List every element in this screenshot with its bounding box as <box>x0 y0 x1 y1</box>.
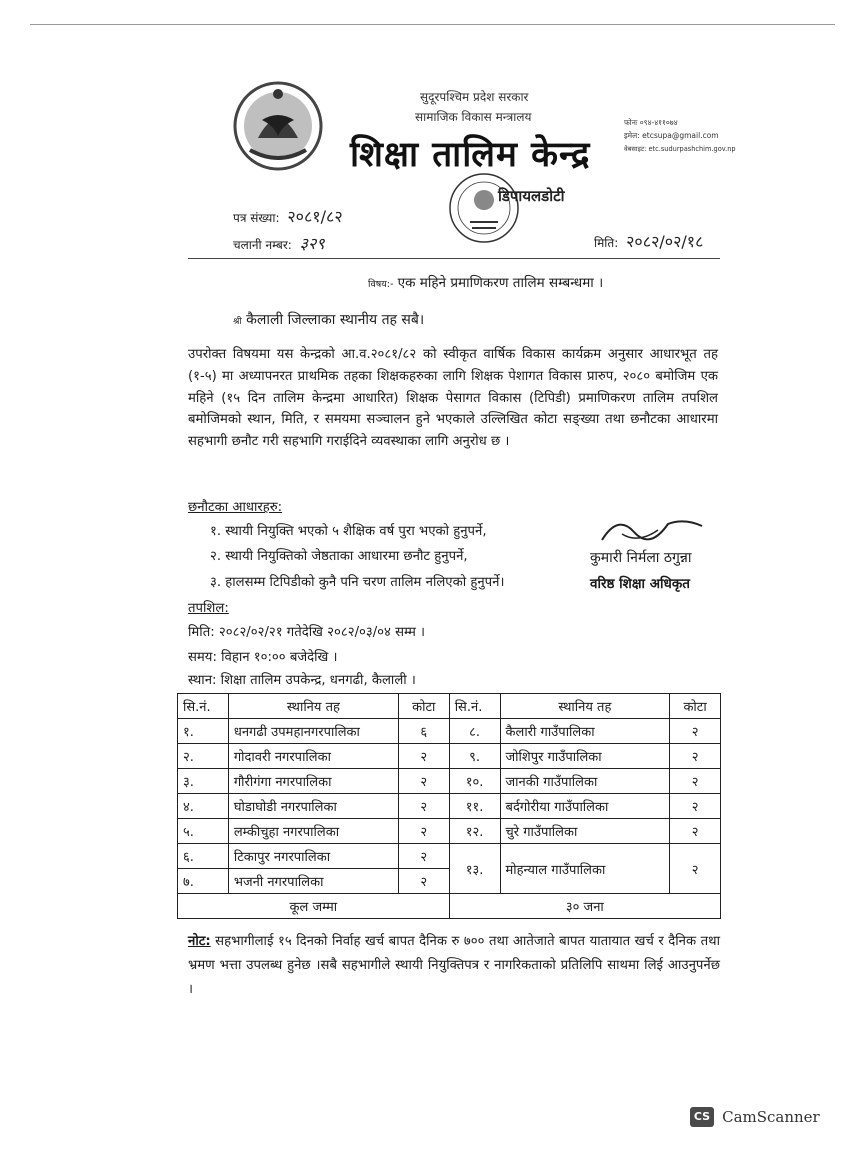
total-label-cell: कूल जम्मा <box>178 894 450 919</box>
local-level-cell: जोशिपुर गाउँपालिका <box>500 744 670 769</box>
contact-website: वेबसाइट: etc.sudurpashchim.gov.np <box>624 145 736 153</box>
quota-cell: २ <box>670 719 721 744</box>
serial-cell: ३. <box>178 769 229 794</box>
letter-date-value: २०८२/०२/१८ <box>626 232 704 251</box>
government-name: सुदूरपश्चिम प्रदेश सरकार <box>420 90 529 104</box>
serial-cell: ८. <box>449 719 500 744</box>
criteria-item: २. स्थायी नियुक्तिको जेष्ठताका आधारमा छनौट हुनुपर्ने, <box>210 549 468 564</box>
subject-text: एक महिने प्रमाणिकरण तालिम सम्बन्धमा । <box>397 275 604 291</box>
letter-date <box>594 230 703 252</box>
local-level-cell: भजनी नगरपालिका <box>228 869 398 894</box>
local-level-cell: गौरीगंगा नगरपालिका <box>228 769 398 794</box>
office-seal-stamp <box>440 170 528 246</box>
quota-cell: २ <box>670 819 721 844</box>
camscanner-text: CamScanner <box>722 1107 820 1126</box>
schedule-place: स्थान: शिक्षा तालिम उपकेन्द्र, धनगढी, कैलाली । <box>188 673 416 688</box>
table-row <box>178 719 721 744</box>
table-header-row <box>178 694 721 719</box>
serial-cell: ४. <box>178 794 229 819</box>
table-row <box>178 844 721 869</box>
note-text: सहभागीलाई १५ दिनको निर्वाह खर्च बापत दैनिक रु ७०० तथा आतेजाते बापत यातायात खर्च र दैनिक तथा भ्रमण भत्ता उपलब्ध हुनेछ ।सबै सहभागीले स्थायी नियुक्तिपत्र र नागरिकताको प्रतिलिपि साथमा लिई आउनुपर्नेछ । <box>188 934 720 997</box>
local-level-cell: बर्दगोरीया गाउँपालिका <box>500 794 670 819</box>
column-header: कोटा <box>398 694 449 719</box>
local-level-cell: लम्कीचुहा नगरपालिका <box>228 819 398 844</box>
body-paragraph: उपरोक्त विषयमा यस केन्द्रको आ.व.२०८१/८२ को स्वीकृत वार्षिक विकास कार्यक्रम अनुसार आधारभूत तह (१-५) मा अध्यापनरत प्राथमिक तहका शिक्षकहरुका लागि शिक्षक पेशागत विकास प्रारुप, २०८० बमोजिम एक महिने (१५ दिन तालिम केन्द्रमा आधारित) शिक्षक पेसागत विकास (टिपिडी) प्रमाणिकरण तालिम तपशिल बमोजिमको स्थान, मिति, र समयमा सञ्चालन हुने भएकाले उल्लिखित कोटा सङ्ख्या तथा छनौटका आधारमा सहभागी छनौट गरी सहभागि गराईदिने व्यवस्थाका लागि अनुरोध छ । <box>188 347 718 450</box>
quota-cell: २ <box>398 869 449 894</box>
letter-number-label: पत्र संख्या: <box>233 211 280 225</box>
note-paragraph <box>188 930 720 1002</box>
local-level-cell: गोदावरी नगरपालिका <box>228 744 398 769</box>
contact-email: इमेल: etcsupa@gmail.com <box>624 131 719 140</box>
serial-cell: १०. <box>449 769 500 794</box>
local-level-cell: कैलारी गाउँपालिका <box>500 719 670 744</box>
column-header: स्थानिय तह <box>228 694 398 719</box>
contact-phone: फोनः ०९४-४११०७४ <box>624 118 678 127</box>
dispatch-number-value: ३२९ <box>299 234 325 253</box>
quota-table <box>177 693 721 919</box>
serial-cell: १. <box>178 719 229 744</box>
quota-cell: ६ <box>398 719 449 744</box>
table-row <box>178 744 721 769</box>
column-header: कोटा <box>670 694 721 719</box>
serial-cell: ९. <box>449 744 500 769</box>
recipient-line <box>233 310 424 329</box>
dispatch-number <box>233 232 325 254</box>
serial-cell: ७. <box>178 869 229 894</box>
recipient-prefix: श्री <box>233 317 242 327</box>
serial-cell: १२. <box>449 819 500 844</box>
office-title: शिक्षा तालिम केन्द्र <box>350 135 591 175</box>
local-level-cell: घोडाघोडी नगरपालिका <box>228 794 398 819</box>
quota-cell: २ <box>670 794 721 819</box>
local-level-cell: जानकी गाउँपालिका <box>500 769 670 794</box>
quota-cell: २ <box>398 819 449 844</box>
serial-cell: १३. <box>449 844 500 894</box>
criteria-heading: छनौटका आधारहरु: <box>188 500 283 515</box>
camscanner-watermark <box>690 1106 820 1127</box>
signatory-title: वरिष्ठ शिक्षा अधिकृत <box>590 576 690 592</box>
quota-cell: २ <box>398 744 449 769</box>
dispatch-number-label: चलानी नम्बर: <box>233 238 292 252</box>
schedule-heading: तपशिल: <box>188 601 229 616</box>
subject-line <box>368 273 603 291</box>
serial-cell: ५. <box>178 819 229 844</box>
criteria-item: १. स्थायी नियुक्ति भएको ५ शैक्षिक वर्ष पुरा भएको हुनुपर्ने, <box>210 524 487 539</box>
camscanner-logo-icon: CS <box>690 1107 714 1127</box>
recipient-text: कैलाली जिल्लाका स्थानीय तह सबै। <box>246 312 425 328</box>
serial-cell: ६. <box>178 844 229 869</box>
subject-label: विषय:- <box>368 279 394 290</box>
quota-cell: २ <box>398 769 449 794</box>
quota-cell: २ <box>398 794 449 819</box>
serial-cell: ११. <box>449 794 500 819</box>
local-level-cell: चुरे गाउँपालिका <box>500 819 670 844</box>
total-value-cell: ३० जना <box>449 894 720 919</box>
letter-number <box>233 205 343 227</box>
letter-number-value: २०८१/८२ <box>287 207 343 226</box>
page-top-border <box>30 24 835 25</box>
signatory-name: कुमारी निर्मला ठगुन्ना <box>590 550 692 566</box>
serial-cell: २. <box>178 744 229 769</box>
note-label: नोट: <box>188 934 211 949</box>
local-level-cell: धनगढी उपमहानगरपालिका <box>228 719 398 744</box>
column-header: स्थानिय तह <box>500 694 670 719</box>
ministry-name: सामाजिक विकास मन्त्रालय <box>415 110 532 124</box>
quota-cell: २ <box>670 769 721 794</box>
table-row <box>178 769 721 794</box>
column-header: सि.नं. <box>178 694 229 719</box>
column-header: सि.नं. <box>449 694 500 719</box>
quota-cell: २ <box>398 844 449 869</box>
criteria-item: ३. हालसम्म टिपिडीको कुनै पनि चरण तालिम नलिएको हुनुपर्ने। <box>210 575 505 590</box>
quota-cell: २ <box>670 744 721 769</box>
schedule-date: मिति: २०८२/०२/२१ गतेदेखि २०८२/०३/०४ सम्म । <box>188 625 426 640</box>
header-divider <box>188 258 720 259</box>
office-district: डिपायलडोटी <box>498 187 565 205</box>
quota-cell: २ <box>670 844 721 894</box>
schedule-time: समय: विहान १०:०० बजेदेखि । <box>188 650 338 665</box>
letter-date-label: मिति: <box>594 236 619 250</box>
nepal-emblem-icon <box>232 80 324 172</box>
table-total-row <box>178 894 721 919</box>
table-row <box>178 794 721 819</box>
signature-mark <box>598 510 708 548</box>
local-level-cell: टिकापुर नगरपालिका <box>228 844 398 869</box>
local-level-cell: मोहन्याल गाउँपालिका <box>500 844 670 894</box>
table-row <box>178 819 721 844</box>
